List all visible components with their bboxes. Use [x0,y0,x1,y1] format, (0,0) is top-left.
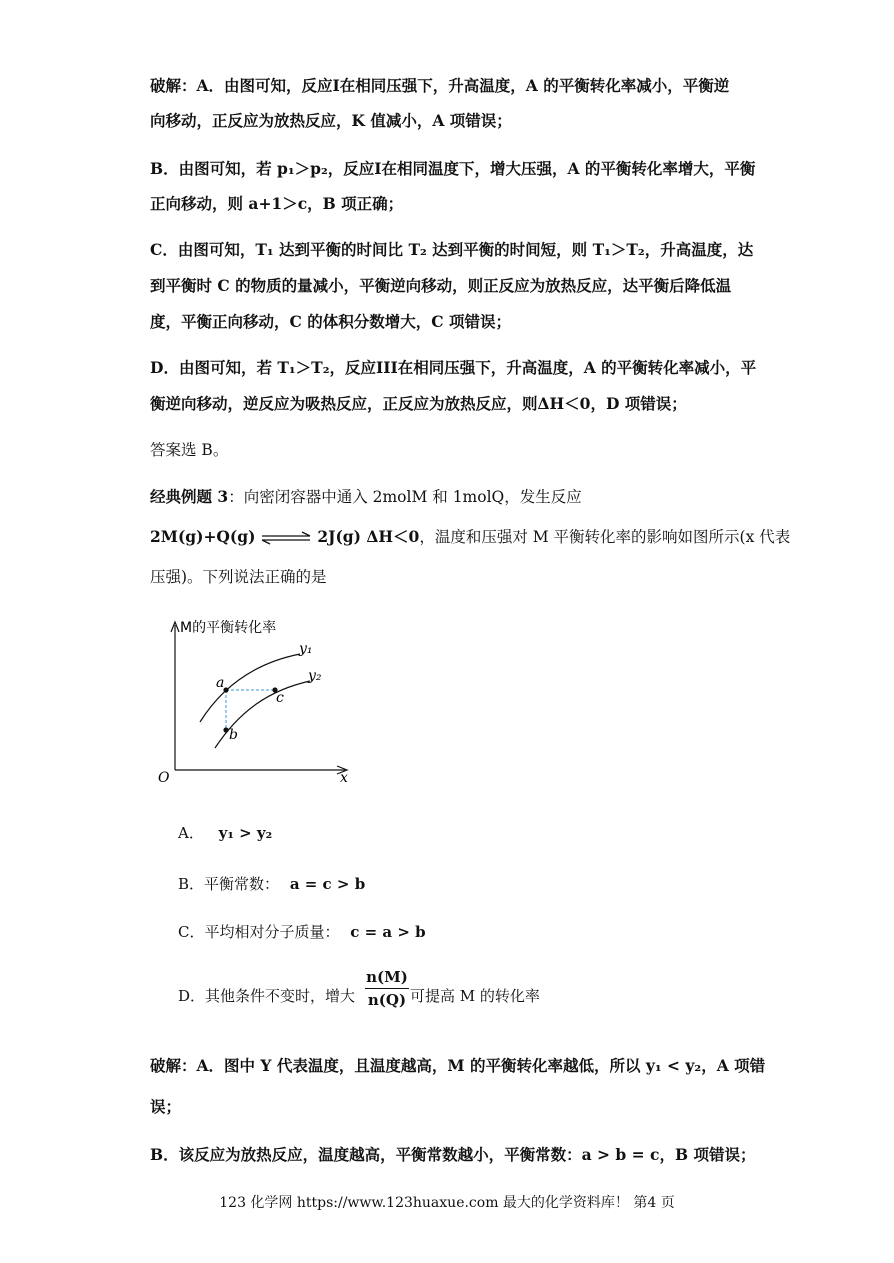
para-a-line-2: 向移动，正反应为放热反应，K 值减小，A 项错误； [150,111,512,130]
x-axis-label: x [340,770,348,786]
solution-line-2: 误； [150,1097,182,1116]
option-c-text: c = a > b [350,923,426,941]
para-d-line-2: 衡逆向移动，逆反应为吸热反应，正反应为放热反应，则ΔH＜0，D 项错误； [150,394,687,413]
option-c [178,922,426,942]
option-a [178,823,272,843]
para-b-line-2: 正向移动，则 a+1＞c，B 项正确； [150,194,404,213]
para-d-line-1: D．由图可知，若 T₁＞T₂，反应III在相同压强下，升高温度，A 的平衡转化率减小，平 [150,358,757,377]
equation-tail: ，温度和压强对 M 平衡转化率的影响如图所示(x 代表 [419,528,791,546]
para-b-line-1: B．由图可知，若 p₁＞p₂，反应I在相同温度下，增大压强，A 的平衡转化率增大，平衡 [150,159,756,178]
example-intro-text: ：向密闭容器中通入 2molM 和 1molQ，发生反应 [228,488,582,506]
equilibrium-arrow-icon [260,531,312,545]
page-footer: 123 化学网 https://www.123huaxue.com 最大的化学资料库！ 第4 页 [219,1195,675,1211]
curve-y2-label: y₂ [308,668,322,684]
para-c-line-3: 度，平衡正向移动，C 的体积分数增大，C 项错误； [150,312,511,331]
option-c-label: C．平均相对分子质量： [178,923,340,941]
example-intro [150,487,582,507]
para-c-line-2: 到平衡时 C 的物质的量减小，平衡逆向移动，则正反应为放热反应，达平衡后降低温 [150,276,732,295]
fraction-bar [365,988,409,989]
solution-line-3: B．该反应为放热反应，温度越高，平衡常数越小，平衡常数：a > b = c，B 项错误； [150,1145,756,1164]
para-a-line-1: 破解：A．由图可知，反应I在相同压强下，升高温度，A 的平衡转化率减小，平衡逆 [150,76,730,95]
y-axis-label: M的平衡转化率 [180,620,277,636]
origin-label: O [158,770,170,786]
example-label: 经典例题 3 [150,487,229,506]
answer-line: 答案选 B。 [150,441,229,459]
solution-line-1: 破解：A．图中 Y 代表温度，且温度越高，M 的平衡转化率越低，所以 y₁ < y₂，A 项错 [150,1056,766,1075]
equation-right: 2J(g) ΔH＜0 [317,527,420,546]
point-b [223,727,228,732]
point-a-label: a [216,675,225,691]
para-c-line-1: C．由图可知，T₁ 达到平衡的时间比 T₂ 达到平衡的时间短，则 T₁＞T₂，升高温度，达 [150,240,754,259]
option-a-label: A． [178,824,204,842]
fraction-numerator: n(M) [366,968,408,986]
option-d-tail: 可提高 M 的转化率 [410,987,540,1005]
reaction-equation [150,527,790,547]
option-b-label: B．平衡常数： [178,875,280,893]
option-d-label: D．其他条件不变时，增大 [178,987,356,1005]
option-b [178,874,365,894]
point-c-label: c [276,690,284,706]
option-d-fraction [365,968,409,1009]
point-b-label: b [229,727,238,743]
equation-left: 2M(g)+Q(g) [150,527,256,546]
conversion-graph [150,610,360,790]
option-a-text: y₁ > y₂ [218,824,273,842]
fraction-denominator: n(Q) [367,991,407,1009]
option-b-text: a = c > b [289,875,366,893]
curve-y1-label: y₁ [299,641,313,657]
example-question: 压强)。下列说法正确的是 [150,568,327,586]
